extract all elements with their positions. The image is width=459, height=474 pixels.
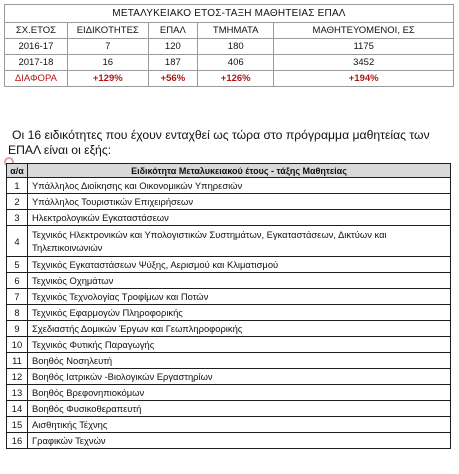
specialty-name: Βοηθός Ιατρικών -Βιολογικών Εργαστηρίων: [28, 369, 451, 385]
specialty-name: Τεχνικός Οχημάτων: [28, 273, 451, 289]
table-row: [7, 178, 451, 194]
difference-value: +194%: [274, 71, 454, 87]
row-index: 10: [7, 337, 28, 353]
summary-title: ΜΕΤΑΛΥΚΕΙΑΚΟ ΕΤΟΣ-ΤΑΞΗ ΜΑΘΗΤΕΙΑΣ ΕΠΑΛ: [5, 5, 454, 23]
specialty-name: Τεχνικός Εγκαταστάσεων Ψύξης, Αερισμού και Κλιματισμού: [28, 257, 451, 273]
row-index: 9: [7, 321, 28, 337]
row-index: 6: [7, 273, 28, 289]
table-cell: 187: [148, 55, 197, 71]
table-cell: 120: [148, 39, 197, 55]
header-specialties: ΕΙΔΙΚΟΤΗΤΕΣ: [67, 23, 148, 39]
table-cell: 406: [198, 55, 274, 71]
header-school-year: ΣΧ.ΕΤΟΣ: [5, 23, 68, 39]
specialty-name: Ηλεκτρολογικών Εγκαταστάσεων: [28, 210, 451, 226]
summary-header-row: [5, 23, 454, 39]
specialty-name: Τεχνικός Ηλεκτρονικών και Υπολογιστικών Συστημάτων, Εγκαταστάσεων, Δικτύων και Τηλεπικοινωνιών: [28, 226, 451, 257]
difference-value: +56%: [148, 71, 197, 87]
header-epal: ΕΠΑΛ: [148, 23, 197, 39]
table-cell: 7: [67, 39, 148, 55]
table-row: [7, 321, 451, 337]
summary-row-2016-17: [5, 39, 454, 55]
table-cell: 2017-18: [5, 55, 68, 71]
specialty-name: Τεχνικός Τεχνολογίας Τροφίμων και Ποτών: [28, 289, 451, 305]
row-index: 16: [7, 433, 28, 449]
specialty-name: Τεχνικός Εφαρμογών Πληροφορικής: [28, 305, 451, 321]
row-index: 3: [7, 210, 28, 226]
difference-label: ΔΙΑΦΟΡΑ: [5, 71, 68, 87]
table-row: [7, 289, 451, 305]
table-cell: 3452: [274, 55, 454, 71]
difference-value: +126%: [198, 71, 274, 87]
table-cell: 1175: [274, 39, 454, 55]
table-cell: 2016-17: [5, 39, 68, 55]
row-index: 11: [7, 353, 28, 369]
specialties-table: [6, 163, 451, 449]
specialty-name: Υπάλληλος Τουριστικών Επιχειρήσεων: [28, 194, 451, 210]
table-row: [7, 257, 451, 273]
specialty-name: Γραφικών Τεχνών: [28, 433, 451, 449]
row-index: 13: [7, 385, 28, 401]
row-index: 12: [7, 369, 28, 385]
table-row: [7, 305, 451, 321]
table-row: [7, 401, 451, 417]
summary-difference-row: [5, 71, 454, 87]
table-row: [7, 417, 451, 433]
difference-value: +129%: [67, 71, 148, 87]
header-specialty: Ειδικότητα Μεταλυκειακού έτους - τάξης Μαθητείας: [28, 164, 451, 178]
table-row: [7, 433, 451, 449]
table-row: [7, 273, 451, 289]
specialty-name: Βοηθός Φυσικοθεραπευτή: [28, 401, 451, 417]
table-row: [7, 194, 451, 210]
table-cell: 16: [67, 55, 148, 71]
table-row: [7, 385, 451, 401]
table-row: [7, 226, 451, 257]
specialty-name: Αισθητικής Τέχνης: [28, 417, 451, 433]
specialty-name: Βοηθός Νοσηλευτή: [28, 353, 451, 369]
row-index: 7: [7, 289, 28, 305]
header-apprentices: ΜΑΘΗΤΕΥΟΜΕΝΟΙ, ΕΣ: [274, 23, 454, 39]
intro-paragraph: Οι 16 ειδικότητες που έχουν ενταχθεί ως τώρα στο πρόγραμμα μαθητείας των ΕΠΑΛ είναι οι εξής:: [8, 128, 430, 157]
specialty-name: Σχεδιαστής Δομικών Έργων και Γεωπληροφορικής: [28, 321, 451, 337]
specialty-name: Υπάλληλος Διοίκησης και Οικονομικών Υπηρεσιών: [28, 178, 451, 194]
table-row: [7, 337, 451, 353]
table-row: [7, 353, 451, 369]
header-sections: ΤΜΗΜΑΤΑ: [198, 23, 274, 39]
summary-row-2017-18: [5, 55, 454, 71]
summary-table: [4, 4, 454, 87]
specialty-name: Τεχνικός Φυτικής Παραγωγής: [28, 337, 451, 353]
row-index: 4: [7, 226, 28, 257]
table-cell: 180: [198, 39, 274, 55]
header-index: α/α: [7, 164, 28, 178]
row-index: 5: [7, 257, 28, 273]
row-index: 1: [7, 178, 28, 194]
row-index: 2: [7, 194, 28, 210]
specialties-header-row: [7, 164, 451, 178]
table-row: [7, 369, 451, 385]
row-index: 14: [7, 401, 28, 417]
row-index: 15: [7, 417, 28, 433]
row-index: 8: [7, 305, 28, 321]
table-row: [7, 210, 451, 226]
specialty-name: Βοηθός Βρεφονηπιοκόμων: [28, 385, 451, 401]
